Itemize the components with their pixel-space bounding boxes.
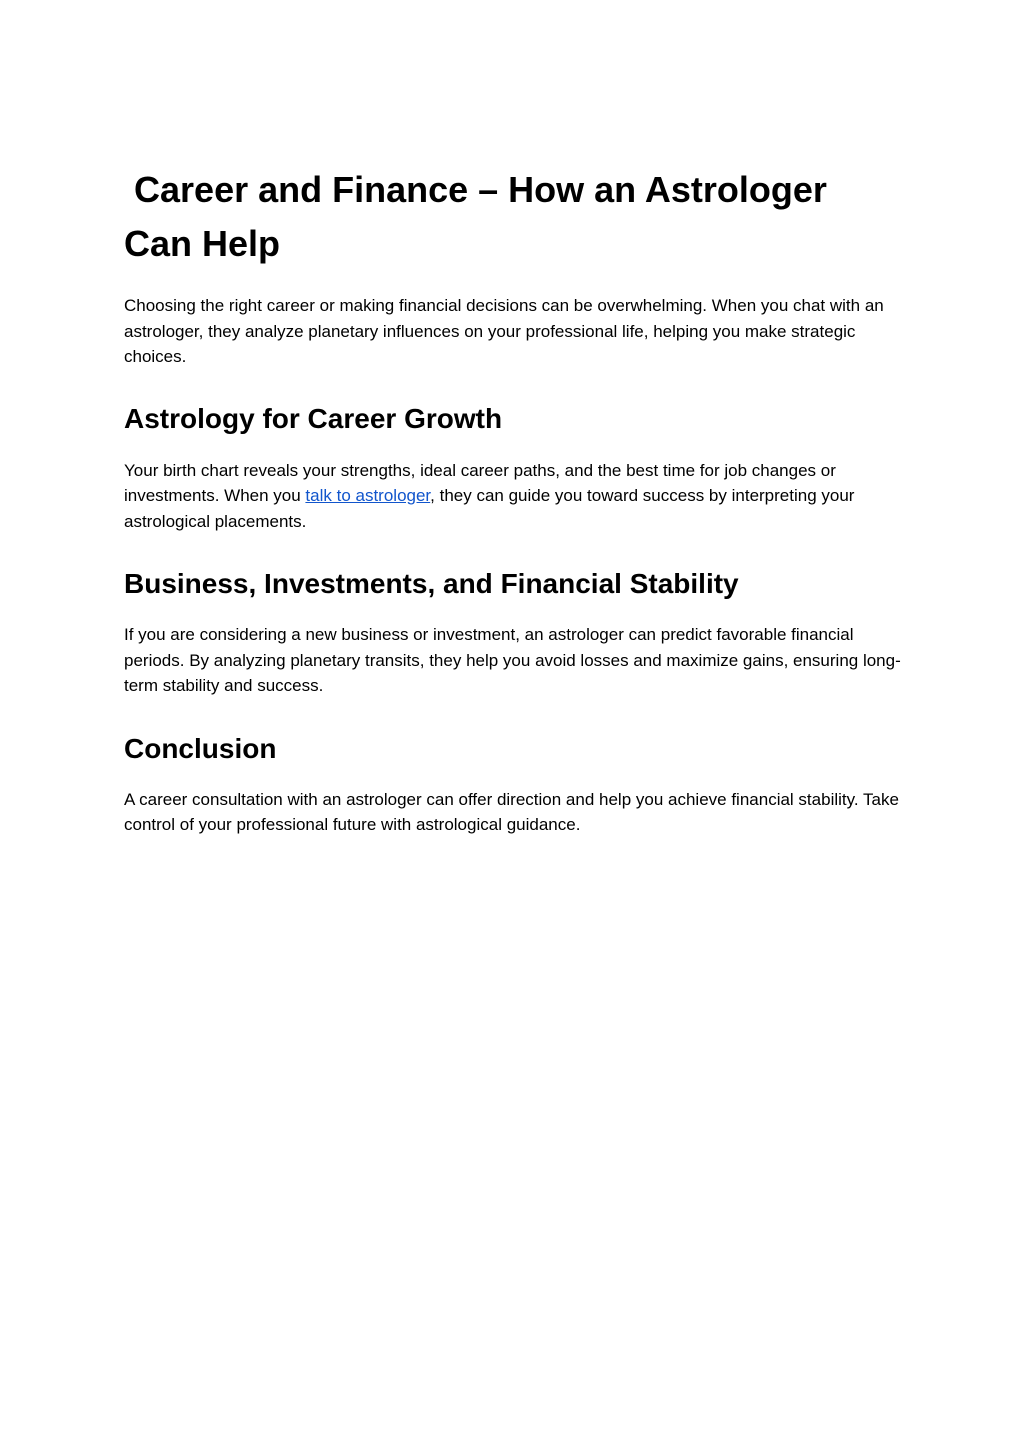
paragraph-text-after-link: , they can guide you toward success by interpreting your astrological placements. [124,486,855,531]
section-heading-career-growth: Astrology for Career Growth [124,402,503,434]
intro-paragraph: Choosing the right career or making financial decisions can be overwhelming. When you chat with an astrologer, they analyze planetary influences on your professional life, helping you make strategic choices. [124,296,884,366]
section-paragraph-conclusion: A career consultation with an astrologer can offer direction and help you achieve financial stability. Take control of your professional future with astrological guidance. [124,789,899,834]
section-paragraph-career-growth [124,458,904,535]
section-paragraph-financial-stability: If you are considering a new business or investment, an astrologer can predict favorable financial periods. By analyzing planetary transits, they help you avoid losses and maximize gains, ensuring long-term stability and success. [124,625,901,695]
paragraph-text-before-link: Your birth chart reveals your strengths, ideal career paths, and the best time for job changes or investments. When you [124,460,836,505]
talk-to-astrologer-link[interactable]: talk to astrologer [305,486,431,505]
document-page [124,163,904,838]
section-heading-conclusion: Conclusion [124,732,277,764]
section-heading-financial-stability: Business, Investments, and Financial Stability [124,568,739,599]
page-title: Career and Finance – How an Astrologer Can Help [124,169,837,264]
